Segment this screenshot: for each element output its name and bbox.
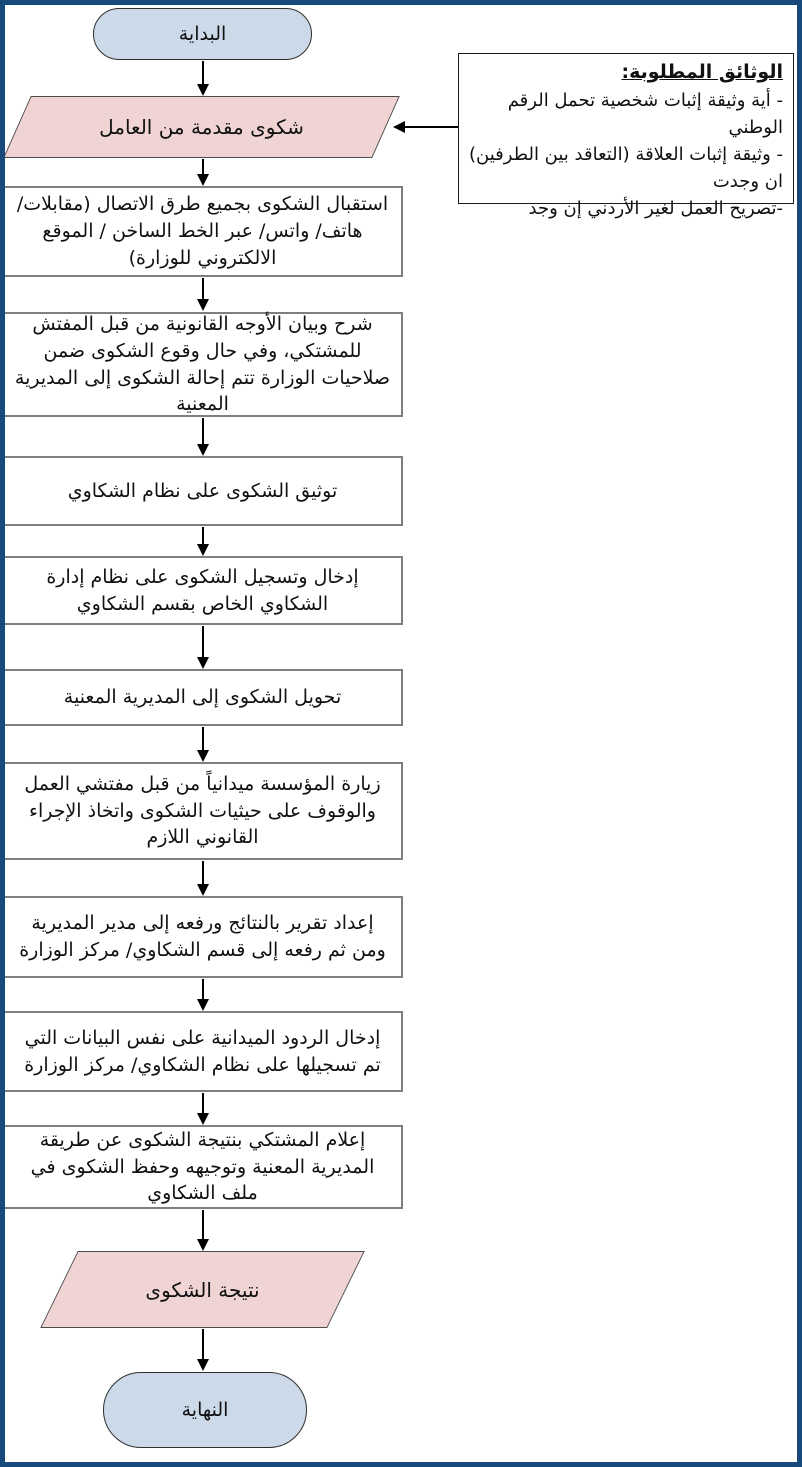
arrow-line	[202, 626, 204, 658]
arrow-line	[202, 61, 204, 85]
arrow-line	[202, 418, 204, 445]
arrow-line	[202, 278, 204, 300]
arrow-line	[404, 126, 458, 128]
arrow-line	[202, 1093, 204, 1114]
arrow-step8-to-step9	[196, 1093, 210, 1125]
output-label: نتيجة الشكوى	[145, 1277, 260, 1302]
arrow-head-icon	[197, 444, 209, 456]
arrow-step2-to-step3	[196, 418, 210, 456]
arrow-head-icon	[197, 544, 209, 556]
arrow-head-icon	[197, 999, 209, 1011]
arrow-step5-to-step6	[196, 727, 210, 762]
arrow-line	[202, 727, 204, 751]
process-step-5: تحويل الشكوى إلى المديرية المعنية	[2, 669, 403, 726]
arrow-step9-to-output	[196, 1210, 210, 1251]
arrow-head-icon	[393, 121, 405, 133]
note-line: -تصريح العمل لغير الأردني إن وجد	[528, 197, 783, 219]
arrow-head-icon	[197, 1359, 209, 1371]
arrow-head-icon	[197, 750, 209, 762]
arrow-output-to-end	[196, 1329, 210, 1371]
arrow-head-icon	[197, 174, 209, 186]
arrow-note-to-input	[393, 120, 458, 134]
arrow-step6-to-step7	[196, 861, 210, 896]
arrow-line	[202, 527, 204, 545]
process-step-6: زيارة المؤسسة ميدانياً من قبل مفتشي العمل والوقوف على حيثيات الشكوى واتخاذ الإجراء القانوني اللازم	[2, 762, 403, 860]
arrow-line	[202, 1210, 204, 1240]
note-line: - أية وثيقة إثبات شخصية تحمل الرقم الوطني	[507, 89, 783, 138]
arrow-line	[202, 159, 204, 175]
input-label: شكوى مقدمة من العامل	[99, 115, 304, 139]
arrow-step4-to-step5	[196, 626, 210, 669]
input-parallelogram	[3, 96, 400, 158]
arrow-head-icon	[197, 1113, 209, 1125]
process-step-8: إدخال الردود الميدانية على نفس البيانات التي تم تسجيلها على نظام الشكاوي/ مركز الوزارة	[2, 1011, 403, 1092]
start-terminator: البداية	[93, 8, 312, 60]
arrow-line	[202, 1329, 204, 1360]
arrow-head-icon	[197, 84, 209, 96]
required-documents-note	[458, 53, 794, 219]
process-step-2: شرح وبيان الأوجه القانونية من قبل المفتش للمشتكي، وفي حال وقوع الشكوى ضمن صلاحيات الوزارة تتم إحالة الشكوى إلى المديرية المعنية	[2, 312, 403, 417]
arrow-step7-to-step8	[196, 979, 210, 1011]
process-step-1: استقبال الشكوى بجميع طرق الاتصال (مقابلات/ هاتف/ واتس/ عبر الخط الساخن / الموقع الالكتروني للوزارة)	[2, 186, 403, 277]
arrow-head-icon	[197, 1239, 209, 1251]
arrow-step3-to-step4	[196, 527, 210, 556]
output-parallelogram	[40, 1251, 365, 1328]
arrow-start-to-input	[196, 61, 210, 96]
process-step-7: إعداد تقرير بالنتائج ورفعه إلى مدير المديرية ومن ثم رفعه إلى قسم الشكاوي/ مركز الوزارة	[2, 896, 403, 978]
note-line: - وثيقة إثبات العلاقة (التعاقد بين الطرفين) ان وجدت	[469, 143, 783, 192]
arrow-line	[202, 861, 204, 885]
arrow-head-icon	[197, 884, 209, 896]
note-title: الوثائق المطلوبة:	[621, 61, 783, 83]
process-step-9: إعلام المشتكي بنتيجة الشكوى عن طريقة المديرية المعنية وتوجيهه وحفظ الشكوى في ملف الشكاوي	[2, 1125, 403, 1209]
arrow-input-to-step1	[196, 159, 210, 186]
arrow-step1-to-step2	[196, 278, 210, 311]
arrow-head-icon	[197, 299, 209, 311]
end-terminator: النهاية	[103, 1372, 307, 1448]
process-step-3: توثيق الشكوى على نظام الشكاوي	[2, 456, 403, 526]
arrow-head-icon	[197, 657, 209, 669]
process-step-4: إدخال وتسجيل الشكوى على نظام إدارة الشكاوي الخاص بقسم الشكاوي	[2, 556, 403, 625]
arrow-line	[202, 979, 204, 1000]
